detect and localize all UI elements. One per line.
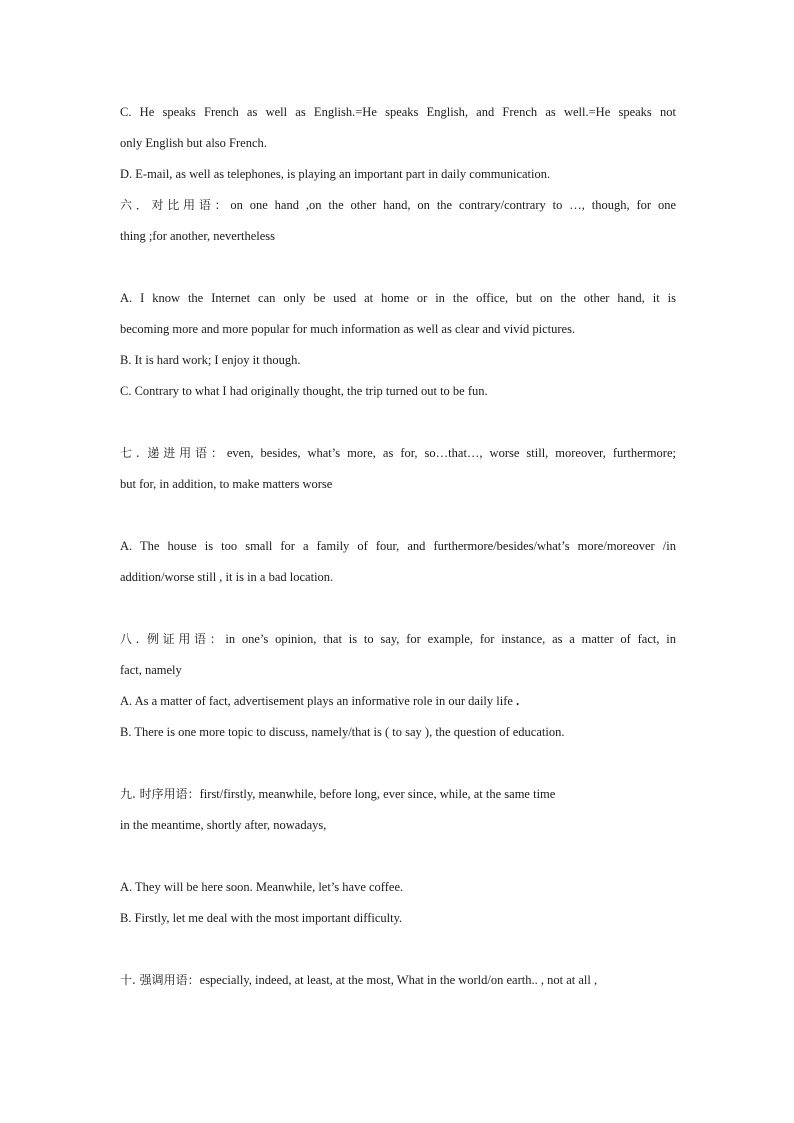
section-9-example-a: A. They will be here soon. Meanwhile, let’s have coffee.	[120, 880, 404, 894]
section-8-terms-2: fact, namely	[120, 663, 182, 677]
section-9-example-b: B. Firstly, let me deal with the most important difficulty.	[120, 911, 403, 925]
document-page	[120, 97, 676, 996]
section-8-label: 八. 例证用语：	[120, 632, 226, 646]
section-10-heading	[120, 965, 676, 996]
section-8-example-a-text: A. As a matter of fact, advertisement plays an informative role in our daily life	[120, 694, 513, 708]
section-8-example-a	[120, 686, 676, 717]
section-6-example-a-line-2: becoming more and more popular for much information as well as clear and vivid pictures.	[120, 322, 576, 336]
section-9-terms-1: first/firstly, meanwhile, before long, ever since, while, at the same time	[199, 787, 556, 801]
section-6-terms-2: thing ;for another, nevertheless	[120, 229, 276, 243]
section-6-heading	[120, 190, 676, 221]
section-7-terms-1: even, besides, what’s more, as for, so…that…, worse still, moreover, furthermore;	[226, 446, 676, 460]
section-7-example-a-line-2: addition/worse still , it is in a bad location.	[120, 570, 334, 584]
section-8-example-a-period: .	[516, 694, 520, 708]
spacer	[120, 252, 676, 283]
section-6-example-c: C. Contrary to what I had originally thought, the trip turned out to be fun.	[120, 384, 488, 398]
spacer	[120, 934, 676, 965]
section-6-label: 六．对比用语：	[120, 198, 231, 212]
section-6-example-a-line-1: A. I know the Internet can only be used at home or in the office, but on the other hand, it is	[120, 291, 676, 305]
section-10-terms-1: especially, indeed, at least, at the most, What in the world/on earth.. , not at all ,	[199, 973, 598, 987]
section-7-terms-2: but for, in addition, to make matters worse	[120, 477, 333, 491]
spacer	[120, 841, 676, 872]
section-9-label: 九. 时序用语：	[120, 787, 200, 801]
section-7-example-a-line-1: A. The house is too small for a family of four, and furthermore/besides/what’s more/moreover /in	[120, 539, 676, 553]
example-d: D. E-mail, as well as telephones, is playing an important part in daily communication.	[120, 167, 551, 181]
spacer	[120, 407, 676, 438]
section-7-label: 七. 递进用语：	[120, 446, 227, 460]
spacer	[120, 593, 676, 624]
section-9-heading	[120, 779, 676, 810]
section-6-terms-1: on one hand ,on the other hand, on the contrary/contrary to …, though, for one	[230, 198, 676, 212]
example-c-line-2: only English but also French.	[120, 136, 267, 150]
section-9-terms-2: in the meantime, shortly after, nowadays,	[120, 818, 327, 832]
section-10-label: 十. 强调用语：	[120, 973, 200, 987]
spacer	[120, 748, 676, 779]
example-c-line-1: C. He speaks French as well as English.=He speaks English, and French as well.=He speaks not	[120, 105, 676, 119]
section-6-example-b: B. It is hard work; I enjoy it though.	[120, 353, 301, 367]
section-7-heading	[120, 438, 676, 469]
spacer	[120, 500, 676, 531]
section-8-heading	[120, 624, 676, 655]
section-8-example-b: B. There is one more topic to discuss, namely/that is ( to say ), the question of education.	[120, 725, 565, 739]
section-8-terms-1: in one’s opinion, that is to say, for example, for instance, as a matter of fact, in	[225, 632, 676, 646]
